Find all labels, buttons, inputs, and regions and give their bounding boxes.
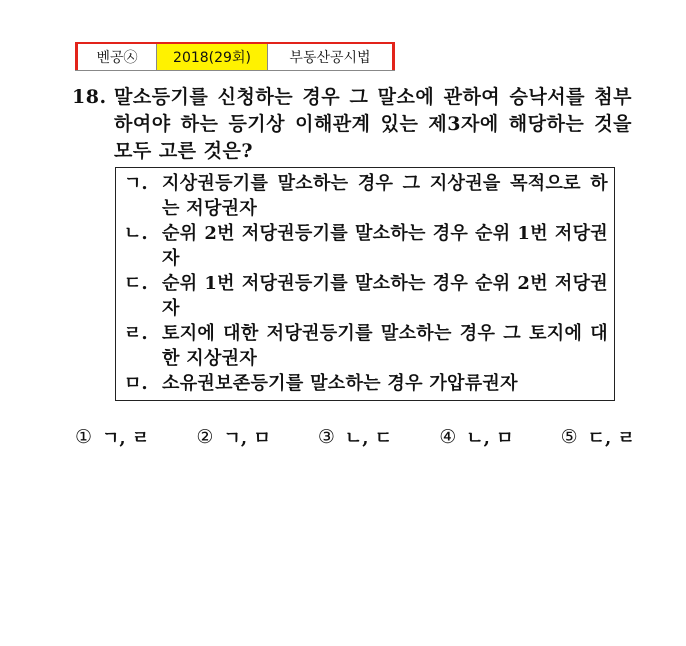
choice-number: ②	[196, 426, 214, 448]
choice-answer: ㄴ, ㅁ	[466, 428, 514, 449]
choice-answer: ㄷ, ㄹ	[587, 428, 635, 449]
item-label: ㅁ.	[124, 373, 148, 394]
item-text: 순위 1번 저당권등기를 말소하는 경우 순위 2번 저당권자	[162, 273, 608, 319]
answer-choices	[75, 424, 635, 450]
choice-answer: ㄱ, ㄹ	[102, 428, 150, 449]
item-label: ㄱ.	[124, 173, 148, 194]
choice-number: ③	[317, 426, 335, 448]
header-subject: 벤공㉦	[75, 44, 157, 70]
choice-2[interactable]	[196, 424, 270, 450]
choice-answer: ㄴ, ㄷ	[344, 428, 393, 449]
choice-number: ④	[439, 426, 457, 448]
item-label: ㄷ.	[124, 273, 148, 294]
choice-number: ⑤	[560, 426, 578, 448]
question-text: 말소등기를 신청하는 경우 그 말소에 관하여 승낙서를 첨부하여야 하는 등기상 이해관계 있는 제3자에 해당하는 것을 모두 고른 것은?	[114, 86, 632, 162]
item-5	[124, 371, 608, 396]
item-text: 소유권보존등기를 말소하는 경우 가압류권자	[162, 373, 518, 394]
choice-4[interactable]	[439, 424, 513, 450]
item-4	[124, 321, 608, 371]
question-number: 18.	[72, 86, 107, 108]
item-text: 토지에 대한 저당권등기를 말소하는 경우 그 토지에 대한 지상권자	[162, 323, 608, 369]
item-1	[124, 171, 608, 221]
item-2	[124, 221, 608, 271]
item-label: ㄹ.	[124, 323, 148, 344]
item-3	[124, 271, 608, 321]
header-year: 2018(29회)	[157, 44, 268, 70]
choice-answer: ㄱ, ㅁ	[223, 428, 271, 449]
choice-number: ①	[75, 426, 93, 448]
item-label: ㄴ.	[124, 223, 148, 244]
header-exam: 부동산공시법	[268, 44, 395, 70]
question-stem	[72, 84, 632, 165]
choice-5[interactable]	[561, 424, 635, 450]
items-box	[115, 167, 615, 401]
choice-3[interactable]	[318, 424, 392, 450]
item-text: 지상권등기를 말소하는 경우 그 지상권을 목적으로 하는 저당권자	[162, 173, 608, 219]
choice-1[interactable]	[75, 424, 149, 450]
item-text: 순위 2번 저당권등기를 말소하는 경우 순위 1번 저당권자	[162, 223, 608, 269]
exam-header	[75, 42, 395, 71]
